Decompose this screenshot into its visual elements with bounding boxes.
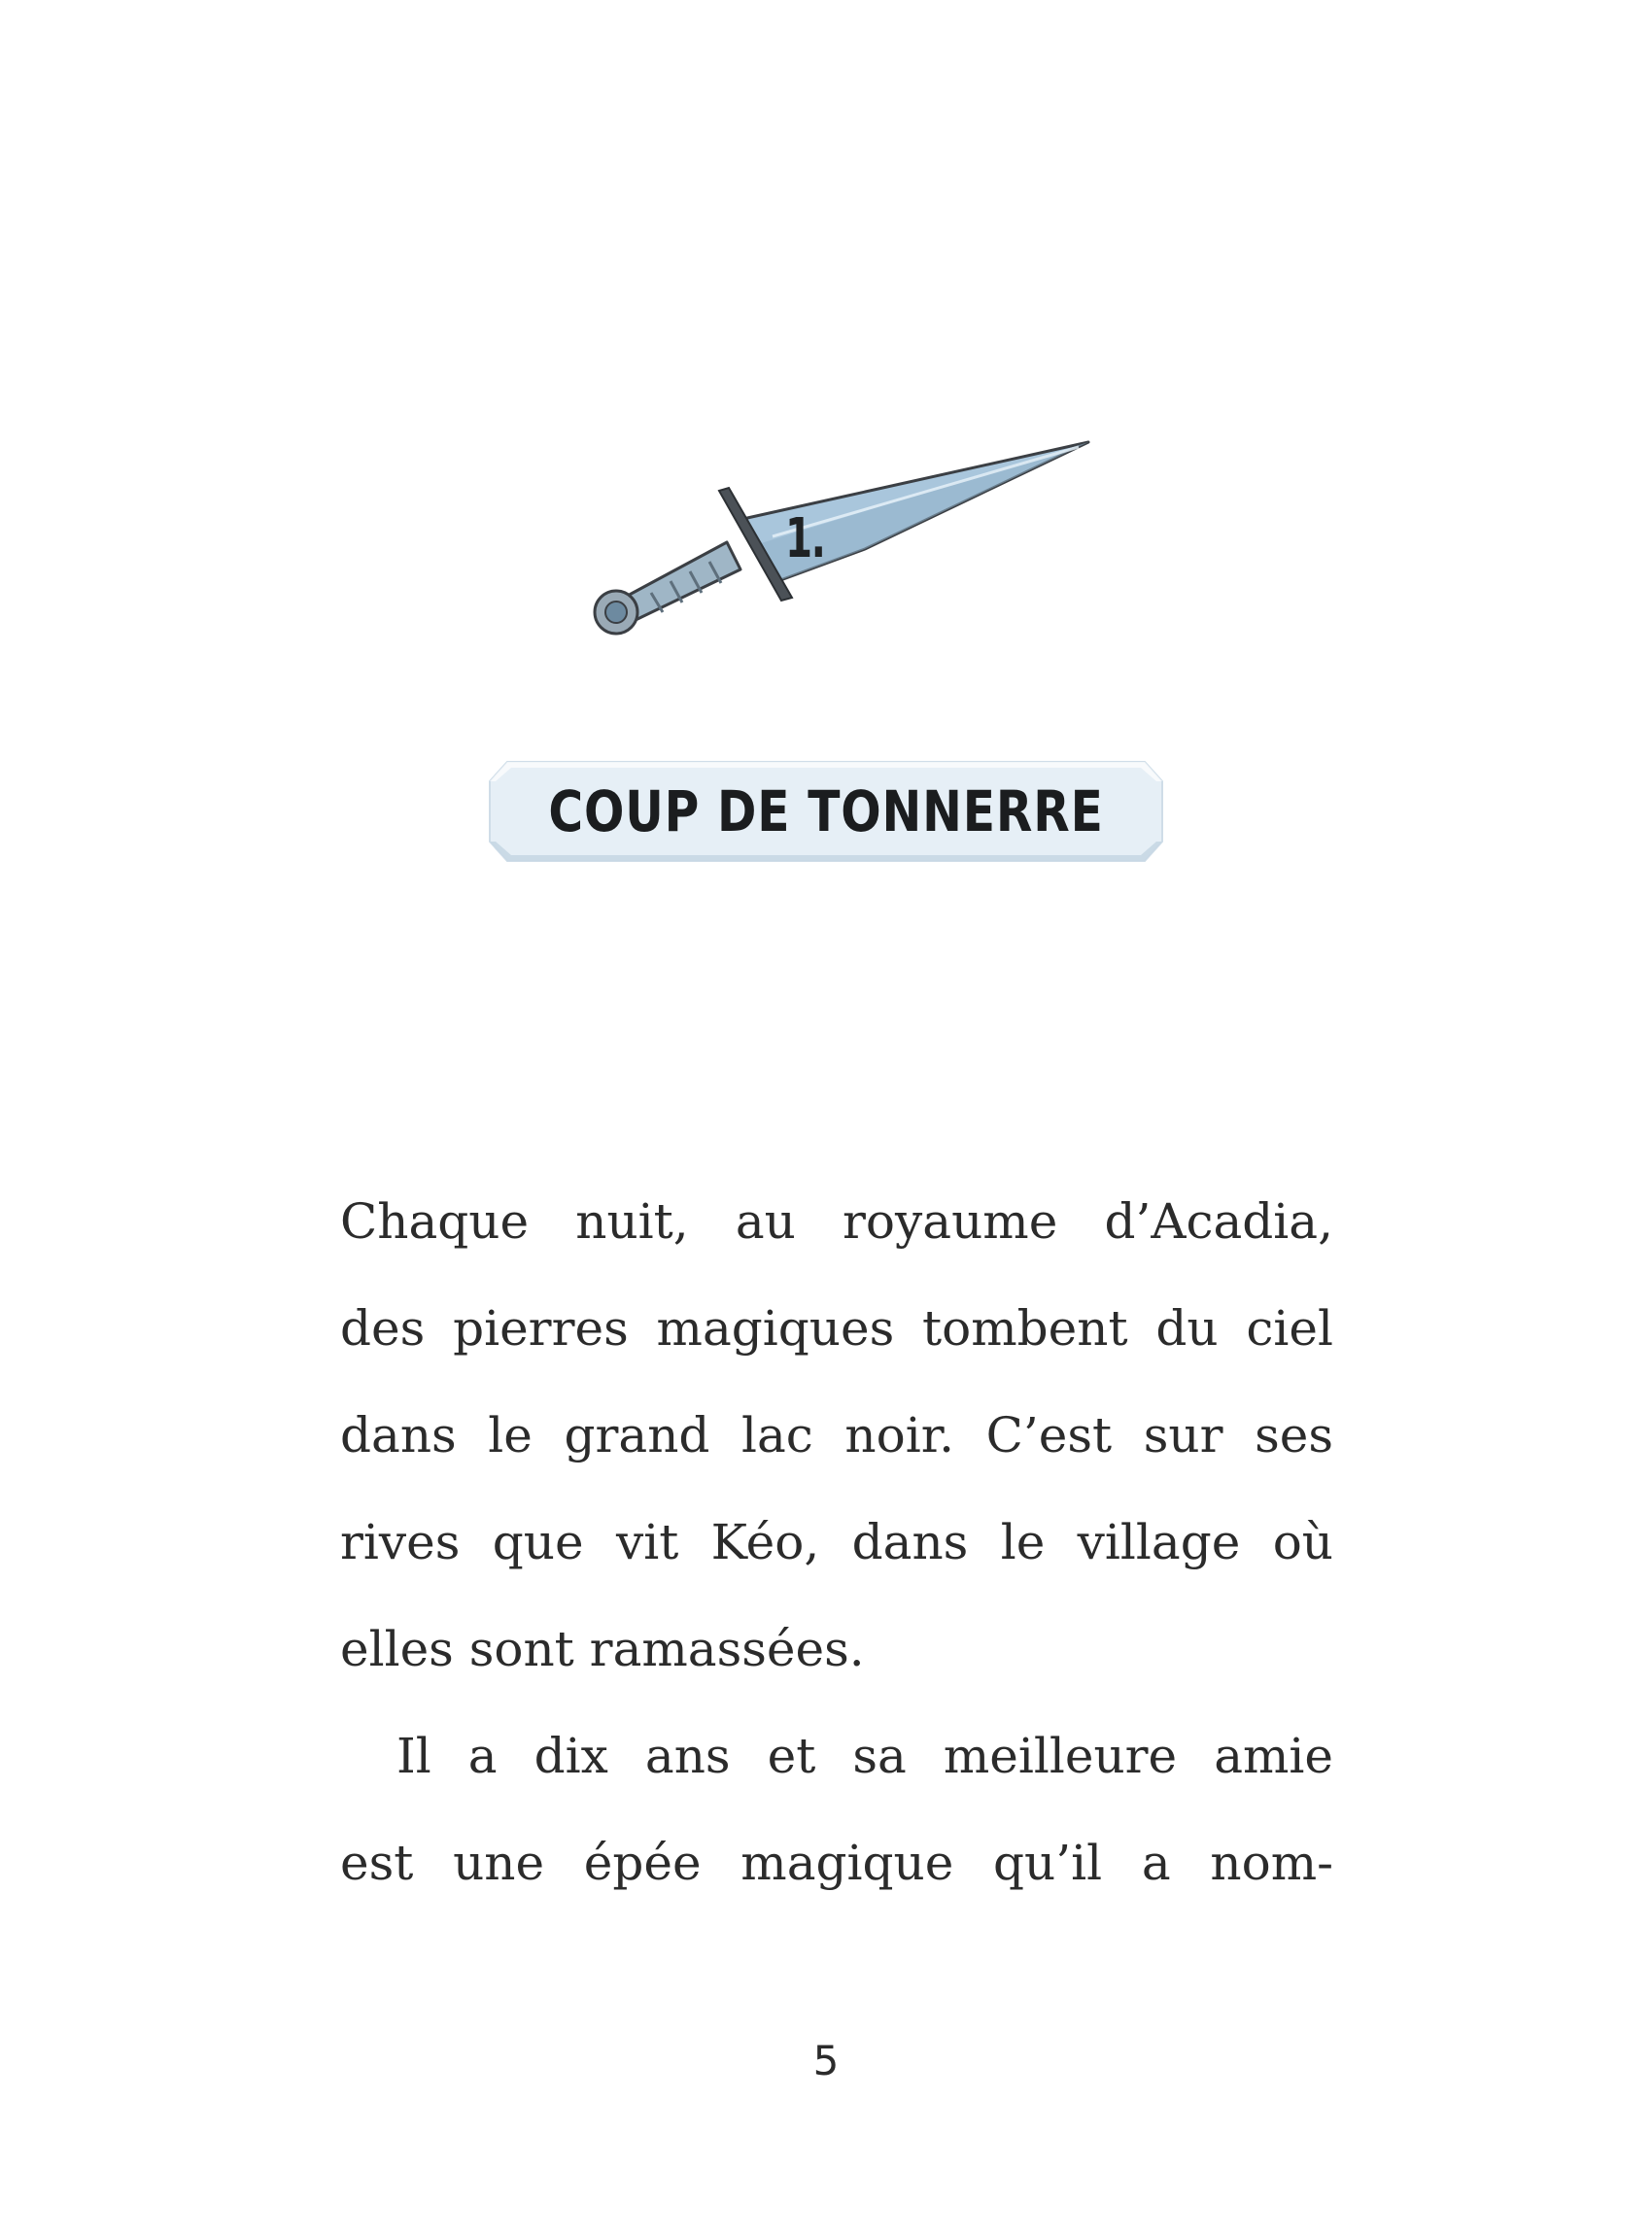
text-line: elles sont ramassées.: [340, 1621, 865, 1677]
text-line: Il a dix ans et sa meilleure amie: [396, 1728, 1333, 1784]
text-line: est une épée magique qu’il a nom-: [340, 1835, 1333, 1891]
sword-icon: [573, 428, 1118, 641]
text-line: des pierres magiques tombent du ciel: [340, 1300, 1333, 1357]
chapter-title-text: COUP DE TONNERRE: [548, 778, 1104, 844]
text-line: Chaque nuit, au royaume d’Acadia,: [340, 1193, 1333, 1250]
text-line: dans le grand lac noir. C’est sur ses: [340, 1407, 1333, 1463]
body-text: [340, 1168, 1333, 1916]
page-number: 5: [812, 2037, 840, 2084]
chapter-number: 1.: [785, 507, 825, 570]
text-line: rives que vit Kéo, dans le village où: [340, 1514, 1333, 1570]
chapter-title: [486, 758, 1166, 865]
